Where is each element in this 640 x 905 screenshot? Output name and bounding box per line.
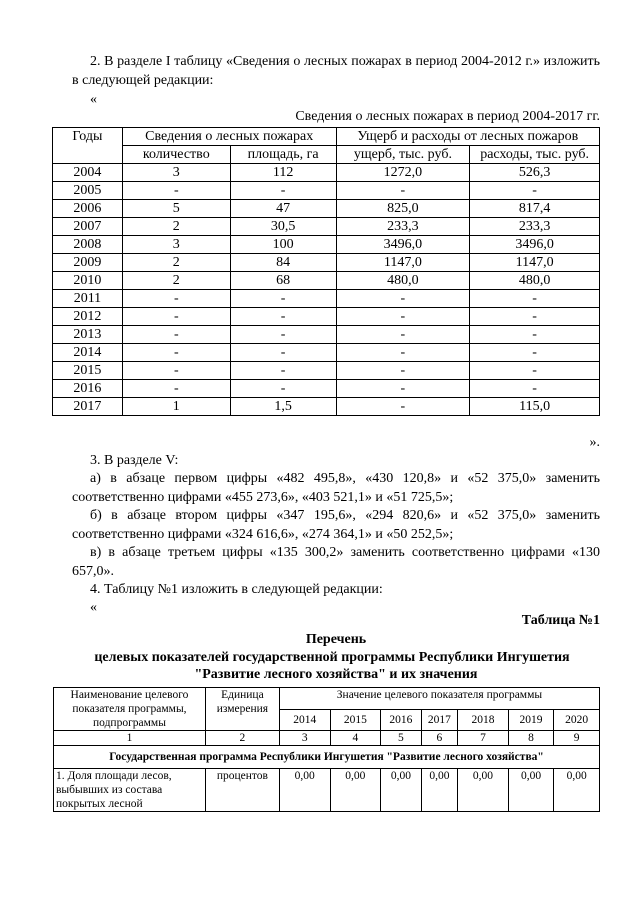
header-expenses: расходы, тыс. руб. (470, 146, 600, 164)
column-number: 3 (279, 731, 330, 746)
item-2-text: 2. В разделе I таблицу «Сведения о лесных пожарах в период 2004-2012 г.» изложить в следующей редакции: (72, 54, 600, 88)
cell-count: - (122, 290, 230, 308)
open-quote: « (90, 92, 97, 107)
cell-expenses: - (470, 326, 600, 344)
indicator-value: 0,00 (458, 769, 509, 812)
table-row (53, 362, 600, 380)
cell-expenses: 1147,0 (470, 254, 600, 272)
open-quote-2: « (90, 600, 97, 615)
header-year: 2014 (279, 709, 330, 731)
fires-table-title: Сведения о лесных пожарах в период 2004-2017 гг. (295, 109, 600, 124)
cell-damage: - (336, 362, 470, 380)
program-row: Государственная программа Республики Ингушетия "Развитие лесного хозяйства" (54, 746, 600, 769)
cell-count: - (122, 308, 230, 326)
cell-damage: - (336, 398, 470, 416)
cell-damage: 233,3 (336, 218, 470, 236)
table-1-label: Таблица №1 (521, 613, 600, 628)
table-row (53, 200, 600, 218)
header-damage-expenses: Ущерб и расходы от лесных пожаров (336, 128, 599, 146)
section-3-c: в) в абзаце третьем цифры «135 300,2» заменить соответственно цифрами «130 657,0». (72, 545, 600, 579)
column-number: 9 (554, 731, 600, 746)
cell-area: 112 (230, 164, 336, 182)
indicator-value: 0,00 (554, 769, 600, 812)
cell-area: - (230, 362, 336, 380)
cell-area: - (230, 290, 336, 308)
cell-expenses: 480,0 (470, 272, 600, 290)
header-year: 2020 (554, 709, 600, 731)
cell-damage: 1147,0 (336, 254, 470, 272)
item-4-text: 4. Таблицу №1 изложить в следующей редакции: (90, 582, 383, 597)
indicator-value: 0,00 (279, 769, 330, 812)
table-1-title-2: целевых показателей государственной программы Республики Ингушетия (94, 650, 570, 665)
fires-table-body (53, 164, 600, 416)
cell-year: 2008 (53, 236, 123, 254)
cell-damage: - (336, 308, 470, 326)
cell-year: 2015 (53, 362, 123, 380)
header-unit: Единица измерения (205, 688, 279, 731)
cell-expenses: 233,3 (470, 218, 600, 236)
cell-damage: - (336, 182, 470, 200)
cell-expenses: - (470, 308, 600, 326)
cell-damage: 825,0 (336, 200, 470, 218)
table-row (53, 182, 600, 200)
cell-count: - (122, 380, 230, 398)
table-row (53, 398, 600, 416)
cell-expenses: 3496,0 (470, 236, 600, 254)
header-year: 2019 (508, 709, 554, 731)
table-row (53, 272, 600, 290)
cell-year: 2016 (53, 380, 123, 398)
cell-count: - (122, 326, 230, 344)
header-years: Годы (53, 128, 123, 164)
column-number: 1 (54, 731, 206, 746)
cell-area: - (230, 380, 336, 398)
targets-table (53, 687, 600, 812)
section-3-a: а) в абзаце первом цифры «482 495,8», «430 120,8» и «52 375,0» заменить соответственно цифрами «455 273,6», «403 521,1» и «51 725,5»; (72, 471, 600, 505)
cell-damage: - (336, 380, 470, 398)
cell-expenses: - (470, 380, 600, 398)
section-3-b: б) в абзаце втором цифры «347 195,6», «294 820,6» и «52 375,0» заменить соответственно цифрами «324 616,6», «274 364,1» и «50 252,5»; (72, 508, 600, 542)
table-1-title-3: "Развитие лесного хозяйства" и их значения (194, 667, 478, 682)
cell-count: 2 (122, 272, 230, 290)
cell-area: 47 (230, 200, 336, 218)
cell-year: 2013 (53, 326, 123, 344)
indicator-value: 0,00 (508, 769, 554, 812)
indicator-value: 0,00 (421, 769, 457, 812)
table-1-title-1: Перечень (305, 632, 367, 647)
header-year: 2017 (421, 709, 457, 731)
cell-count: 5 (122, 200, 230, 218)
cell-year: 2004 (53, 164, 123, 182)
cell-year: 2017 (53, 398, 123, 416)
cell-area: - (230, 326, 336, 344)
indicator-unit: процентов (205, 769, 279, 812)
table-row (53, 164, 600, 182)
cell-damage: 3496,0 (336, 236, 470, 254)
table-row (53, 344, 600, 362)
table-row (53, 236, 600, 254)
header-indicator-name: Наименование целевого показателя программы, подпрограммы (54, 688, 206, 731)
cell-year: 2009 (53, 254, 123, 272)
fires-table (52, 127, 600, 416)
cell-area: - (230, 308, 336, 326)
cell-year: 2011 (53, 290, 123, 308)
cell-damage: 480,0 (336, 272, 470, 290)
cell-area: - (230, 344, 336, 362)
column-number: 5 (381, 731, 422, 746)
cell-expenses: - (470, 182, 600, 200)
cell-damage: - (336, 290, 470, 308)
table-row (53, 254, 600, 272)
close-quote: ». (589, 435, 600, 450)
cell-year: 2012 (53, 308, 123, 326)
cell-year: 2006 (53, 200, 123, 218)
column-number: 8 (508, 731, 554, 746)
cell-count: - (122, 362, 230, 380)
table-row (53, 326, 600, 344)
cell-area: 30,5 (230, 218, 336, 236)
cell-expenses: 115,0 (470, 398, 600, 416)
cell-area: 100 (230, 236, 336, 254)
cell-count: 3 (122, 164, 230, 182)
column-number: 4 (330, 731, 381, 746)
cell-area: 68 (230, 272, 336, 290)
cell-year: 2010 (53, 272, 123, 290)
cell-damage: - (336, 326, 470, 344)
table-row (53, 290, 600, 308)
cell-expenses: - (470, 362, 600, 380)
cell-area: 84 (230, 254, 336, 272)
cell-year: 2014 (53, 344, 123, 362)
cell-count: 2 (122, 218, 230, 236)
header-year: 2016 (381, 709, 422, 731)
indicator-name: 1. Доля площади лесов, выбывших из состава покрытых лесной (54, 769, 206, 812)
column-number: 6 (421, 731, 457, 746)
cell-count: - (122, 344, 230, 362)
cell-expenses: 817,4 (470, 200, 600, 218)
header-year: 2018 (458, 709, 509, 731)
indicator-value: 0,00 (330, 769, 381, 812)
cell-expenses: 526,3 (470, 164, 600, 182)
header-damage: ущерб, тыс. руб. (336, 146, 470, 164)
section-3-heading: 3. В разделе V: (90, 453, 179, 468)
column-number: 2 (205, 731, 279, 746)
cell-count: - (122, 182, 230, 200)
table-row (54, 769, 600, 812)
cell-count: 3 (122, 236, 230, 254)
table-row (53, 380, 600, 398)
cell-expenses: - (470, 290, 600, 308)
cell-damage: 1272,0 (336, 164, 470, 182)
cell-count: 2 (122, 254, 230, 272)
header-area: площадь, га (230, 146, 336, 164)
table-row (53, 308, 600, 326)
header-year: 2015 (330, 709, 381, 731)
cell-damage: - (336, 344, 470, 362)
header-indicator-values: Значение целевого показателя программы (279, 688, 599, 710)
cell-count: 1 (122, 398, 230, 416)
cell-area: - (230, 182, 336, 200)
indicator-value: 0,00 (381, 769, 422, 812)
table-row (53, 218, 600, 236)
cell-year: 2007 (53, 218, 123, 236)
column-number: 7 (458, 731, 509, 746)
header-count: количество (122, 146, 230, 164)
cell-area: 1,5 (230, 398, 336, 416)
cell-year: 2005 (53, 182, 123, 200)
header-fires-info: Сведения о лесных пожарах (122, 128, 336, 146)
cell-expenses: - (470, 344, 600, 362)
column-numbers-row (54, 731, 600, 746)
